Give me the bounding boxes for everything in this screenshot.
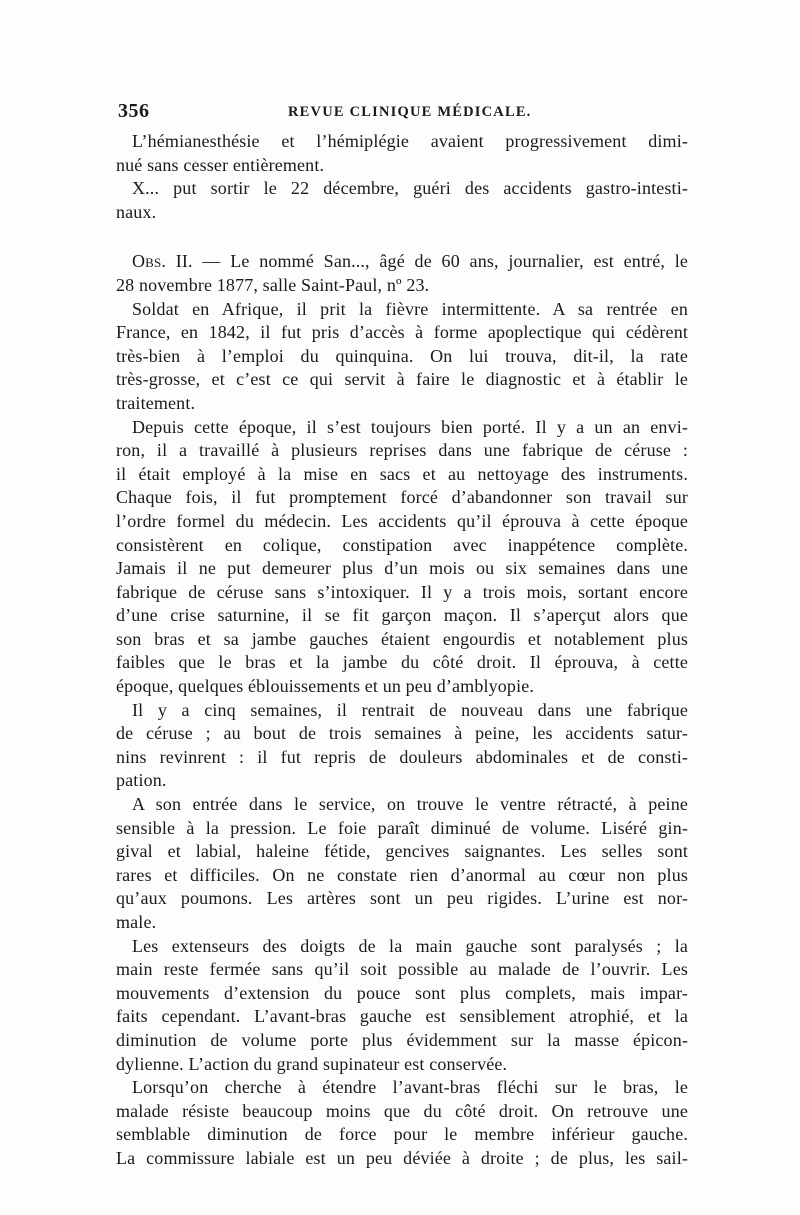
text-line: sensible à la pression. Le foie paraît diminué de volume. Liséré gin- <box>116 817 688 838</box>
text-line: rares et difficiles. On ne constate rien d’anormal au cœur non plus <box>116 864 688 885</box>
text-line: gival et labial, haleine fétide, gencives saignantes. Les selles sont <box>116 841 688 862</box>
text-line: traitement. <box>116 392 196 413</box>
text-line: faits cependant. L’avant-bras gauche est sensiblement atrophié, et la <box>116 1006 688 1027</box>
text-line: de céruse ; au bout de trois semaines à peine, les accidents satur- <box>116 723 688 744</box>
text-line: diminution de volume porte plus évidemment sur la masse épicon- <box>116 1029 688 1050</box>
text-line: pation. <box>116 770 167 791</box>
text-line: Soldat en Afrique, il prit la fièvre intermittente. A sa rentrée en <box>132 298 688 319</box>
text-line: Jamais il ne put demeurer plus d’un mois ou six semaines dans une <box>116 558 688 579</box>
text-line: Il y a cinq semaines, il rentrait de nouveau dans une fabrique <box>132 699 688 720</box>
text-line: son bras et sa jambe gauches étaient engourdis et notablement plus <box>116 628 688 649</box>
text-line: il était employé à la mise en sacs et au nettoyage des instruments. <box>116 463 688 484</box>
text-line: A son entrée dans le service, on trouve le ventre rétracté, à peine <box>132 794 688 815</box>
text-line: France, en 1842, il fut pris d’accès à forme apoplectique qui cédèrent <box>116 322 688 343</box>
observation-label: Obs. II. <box>132 251 193 272</box>
text-line: X... put sortir le 22 décembre, guéri des accidents gastro-intesti- <box>132 178 688 199</box>
text-line: Depuis cette époque, il s’est toujours bien porté. Il y a un an envi- <box>132 416 688 437</box>
text-line: qu’aux poumons. Les artères sont un peu rigides. L’urine est nor- <box>116 888 688 909</box>
observation-heading-line <box>116 250 688 274</box>
text-line: main reste fermée sans qu’il soit possible au malade de l’ouvrir. Les <box>116 959 688 980</box>
text-line: consistèrent en colique, constipation avec inappétence complète. <box>116 534 688 555</box>
text-line: Chaque fois, il fut promptement forcé d’abandonner son travail sur <box>116 487 688 508</box>
text-line: mouvements d’extension du pouce sont plus complets, mais impar- <box>116 982 688 1003</box>
text-line: dylienne. L’action du grand supinateur est conservée. <box>116 1053 508 1074</box>
text-line: La commissure labiale est un peu déviée à droite ; de plus, les sail- <box>116 1147 688 1168</box>
running-head <box>118 100 690 124</box>
text-line: naux. <box>116 201 157 222</box>
text-line: ron, il a travaillé à plusieurs reprises dans une fabrique de céruse : <box>116 440 688 461</box>
page-number: 356 <box>118 100 150 122</box>
text-line: nins revinrent : il fut repris de douleurs abdominales et de consti- <box>116 746 688 767</box>
text-line: fabrique de céruse sans s’intoxiquer. Il y a trois mois, sortant encore <box>116 581 688 602</box>
section-gap <box>116 224 688 250</box>
text-line: l’ordre formel du médecin. Les accidents qu’il éprouva à cette époque <box>116 510 688 531</box>
text-line: Lorsqu’on cherche à étendre l’avant-bras fléchi sur le bras, le <box>132 1077 688 1098</box>
text-line: très-grosse, et c’est ce qui servit à faire le diagnostic et à établir le <box>116 369 688 390</box>
text-line: d’une crise saturnine, il se fit garçon maçon. Il s’aperçut alors que <box>116 605 688 626</box>
text-line: époque, quelques éblouissements et un peu d’amblyopie. <box>116 676 535 697</box>
text-line: 28 novembre 1877, salle Saint-Paul, nº 23. <box>116 274 430 295</box>
journal-title: REVUE CLINIQUE MÉDICALE. <box>288 104 532 120</box>
text-line: nué sans cesser entièrement. <box>116 154 325 175</box>
text-line: malade résiste beaucoup moins que du côté droit. On retrouve une <box>116 1100 688 1121</box>
text-fragment: — Le nommé San..., âgé de 60 ans, journalier, est entré, le <box>192 251 688 272</box>
text-line: Les extenseurs des doigts de la main gauche sont paralysés ; la <box>132 935 688 956</box>
text-line: L’hémianesthésie et l’hémiplégie avaient progressivement dimi- <box>132 131 688 151</box>
text-line: faibles que le bras et la jambe du côté droit. Il éprouva, à cette <box>116 652 688 673</box>
text-line: semblable diminution de force pour le membre inférieur gauche. <box>116 1124 688 1145</box>
body-text <box>116 130 688 1171</box>
text-line: male. <box>116 912 157 932</box>
text-line: très-bien à l’emploi du quinquina. On lui trouva, dit-il, la rate <box>116 345 688 366</box>
